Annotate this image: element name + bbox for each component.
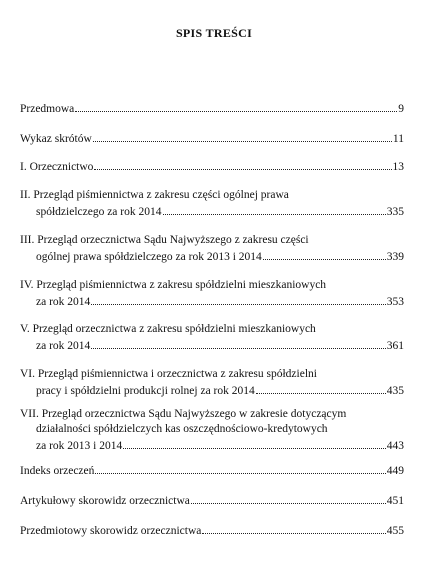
toc-entry-line	[20, 100, 404, 117]
toc-page-number: 11	[392, 133, 404, 145]
toc-entry[interactable]	[20, 462, 404, 479]
toc-entry-line	[20, 492, 404, 509]
toc-entry-text: I. Orzecznictwo	[20, 161, 94, 173]
toc-entry-text: V. Przegląd orzecznictwa z zakresu spółdzielni mieszkaniowych	[20, 323, 316, 335]
dot-leader	[163, 203, 386, 215]
toc-page-number: 353	[386, 296, 404, 308]
toc-page-number: 455	[386, 525, 404, 537]
toc-entry-line	[20, 407, 404, 422]
toc-entry-line	[20, 130, 404, 147]
toc-page-number: 339	[386, 251, 404, 263]
toc-entry-line	[20, 322, 404, 337]
toc-page-number: 451	[386, 495, 404, 507]
toc-entry-text: VII. Przegląd orzecznictwa Sądu Najwyższego w zakresie dotyczącym	[20, 408, 347, 420]
toc-entry-line	[20, 158, 404, 175]
toc-entry-text: za rok 2014	[36, 340, 91, 352]
toc-entry[interactable]	[20, 233, 404, 265]
toc-page-number: 449	[386, 465, 404, 477]
toc-entry-text: ogólnej prawa spółdzielczego za rok 2013 i 2014	[36, 251, 262, 263]
toc-entry-line	[20, 422, 404, 437]
dot-leader	[91, 337, 385, 349]
dot-leader	[256, 382, 386, 394]
toc-entry-text: działalności spółdzielczych kas oszczędnościowo-kredytowych	[36, 423, 328, 435]
toc-entry-line	[20, 382, 404, 399]
toc-entry-text: IV. Przegląd piśmiennictwa z zakresu spółdzielni mieszkaniowych	[20, 279, 327, 291]
toc-page-number: 435	[386, 385, 404, 397]
toc-entry-line	[20, 203, 404, 220]
dot-leader	[91, 293, 385, 305]
dot-leader	[191, 492, 386, 504]
toc-entry-text: za rok 2013 i 2014	[36, 440, 123, 452]
toc-page-number: 443	[386, 440, 404, 452]
toc-entry[interactable]	[20, 278, 404, 310]
toc-entry-line	[20, 293, 404, 310]
toc-entry[interactable]	[20, 100, 404, 117]
toc-entry-line	[20, 248, 404, 265]
toc-entry[interactable]	[20, 188, 404, 220]
page-title: SPIS TREŚCI	[175, 26, 253, 40]
toc-entry[interactable]	[20, 522, 404, 539]
toc-entry-text: Przedmowa	[20, 103, 75, 115]
toc-entry-line	[20, 367, 404, 382]
toc-entry-text: VI. Przegląd piśmiennictwa i orzecznictwa z zakresu spółdzielni	[20, 368, 317, 380]
dot-leader	[93, 130, 392, 142]
toc-entry-text: spółdzielczego za rok 2014	[36, 206, 162, 218]
toc-entry-text: Indeks orzeczeń	[20, 465, 95, 477]
dot-leader	[95, 462, 385, 474]
toc-page-number: 9	[398, 103, 404, 115]
toc-entry-text: za rok 2014	[36, 296, 91, 308]
toc-entry[interactable]	[20, 130, 404, 147]
toc-entry[interactable]	[20, 322, 404, 354]
toc-entry-line	[20, 337, 404, 354]
toc-entry[interactable]	[20, 158, 404, 175]
toc-entry[interactable]	[20, 407, 404, 454]
toc-entry-text: Wykaz skrótów	[20, 133, 92, 145]
toc-page-number: 361	[386, 340, 404, 352]
dot-leader	[202, 522, 385, 534]
dot-leader	[263, 248, 386, 260]
toc-entry-text: Przedmiotowy skorowidz orzecznictwa	[20, 525, 202, 537]
dot-leader	[75, 100, 397, 112]
toc-entry-text: III. Przegląd orzecznictwa Sądu Najwyższego z zakresu części	[20, 234, 309, 246]
toc-entry-line	[20, 437, 404, 454]
toc-entry-line	[20, 522, 404, 539]
toc-page-number: 335	[386, 206, 404, 218]
toc-entry-text: II. Przegląd piśmiennictwa z zakresu części ogólnej prawa	[20, 189, 289, 201]
toc-entry-text: Artykułowy skorowidz orzecznictwa	[20, 495, 190, 507]
toc-entry-line	[20, 233, 404, 248]
toc-entry-line	[20, 188, 404, 203]
toc-entry-line	[20, 462, 404, 479]
toc-entry[interactable]	[20, 492, 404, 509]
toc-entry[interactable]	[20, 367, 404, 399]
toc-page-number: 13	[392, 161, 404, 173]
dot-leader	[94, 158, 391, 170]
dot-leader	[123, 437, 386, 449]
toc-entry-text: pracy i spółdzielni produkcji rolnej za rok 2014	[36, 385, 255, 397]
toc-entry-line	[20, 278, 404, 293]
